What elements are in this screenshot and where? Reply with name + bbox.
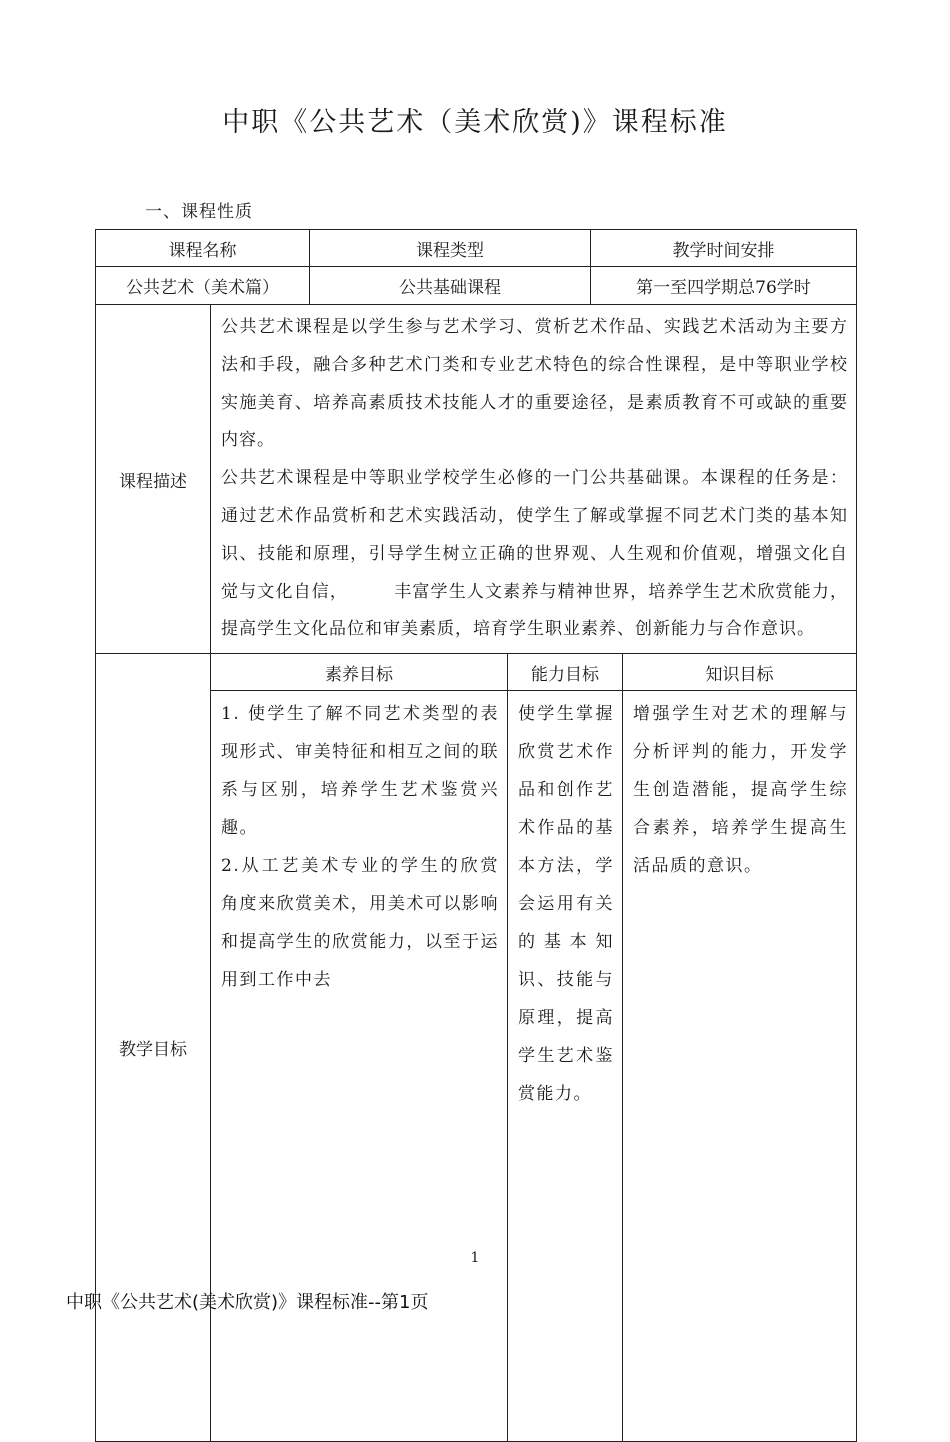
schedule-value: 第一至四学期总76学时: [591, 267, 857, 305]
table-header-row: [96, 230, 857, 267]
description-paragraph-2b: 丰富学生人文素养与精神世界，培养学生艺术欣赏能力，提高学生文化品位和审美素质，培育学生职业素养、创新能力与合作意识。: [221, 581, 848, 640]
goals-content-row: [96, 691, 857, 1442]
literacy-goal-2: 2.从工艺美术专业的学生的欣赏角度来欣赏美术，用美术可以影响和提高学生的欣赏能力，以至于运用到工作中去: [221, 856, 499, 991]
description-row: [96, 305, 857, 654]
description-label: 课程描述: [96, 305, 211, 654]
ability-goal: 使学生掌握欣赏艺术作品和创作艺术作品的基本方法，学会运用有关的基本知识、技能与原理，提高学生艺术鉴赏能力。: [518, 704, 614, 1105]
description-paragraph-2a: 公共艺术课程是中等职业学校学生必修的一门公共基础课。本课程的任务是：通过艺术作品赏析和艺术实践活动，使学生了解或掌握不同艺术门类的基本知识、技能和原理，引导学生树立正确的世界观、人生观和价值观，增强文化自觉与文化自信，: [221, 468, 848, 602]
header-course-type: 课程类型: [310, 230, 591, 267]
knowledge-goal: 增强学生对艺术的理解与分析评判的能力，开发学生创造潜能，提高学生综合素养，培养学生提高生活品质的意识。: [633, 704, 848, 877]
subheader-ability: 能力目标: [508, 654, 623, 691]
section-heading: 一、课程性质: [145, 202, 253, 222]
page-number: 1: [470, 1250, 480, 1266]
subheader-literacy: 素养目标: [211, 654, 508, 691]
table-row: [96, 267, 857, 305]
goals-label: 教学目标: [96, 654, 211, 1442]
document-title: 中职《公共艺术（美术欣赏)》课程标准: [222, 107, 728, 138]
goals-subheader-row: [96, 654, 857, 691]
ability-goal-cell: [508, 691, 623, 1442]
knowledge-goal-cell: [623, 691, 857, 1442]
description-paragraph-1: 公共艺术课程是以学生参与艺术学习、赏析艺术作品、实践艺术活动为主要方法和手段，融合多种艺术门类和专业艺术特色的综合性课程，是中等职业学校实施美育、培养高素质技术技能人才的重要途径，是素质教育不可或缺的重要内容。: [221, 317, 848, 451]
header-course-name: 课程名称: [96, 230, 310, 267]
page-footer: 中职《公共艺术(美术欣赏)》课程标准--第1页: [66, 1292, 429, 1313]
description-content: [211, 305, 857, 654]
header-schedule: 教学时间安排: [591, 230, 857, 267]
course-type-value: 公共基础课程: [310, 267, 591, 305]
description-paragraph-2: [221, 460, 848, 649]
course-name-value: 公共艺术（美术篇）: [96, 267, 310, 305]
literacy-goal-1: 1. 使学生了解不同艺术类型的表现形式、审美特征和相互之间的联系与区别，培养学生艺术鉴赏兴趣。: [221, 704, 499, 839]
literacy-goal-cell: [211, 691, 508, 1442]
subheader-knowledge: 知识目标: [623, 654, 857, 691]
